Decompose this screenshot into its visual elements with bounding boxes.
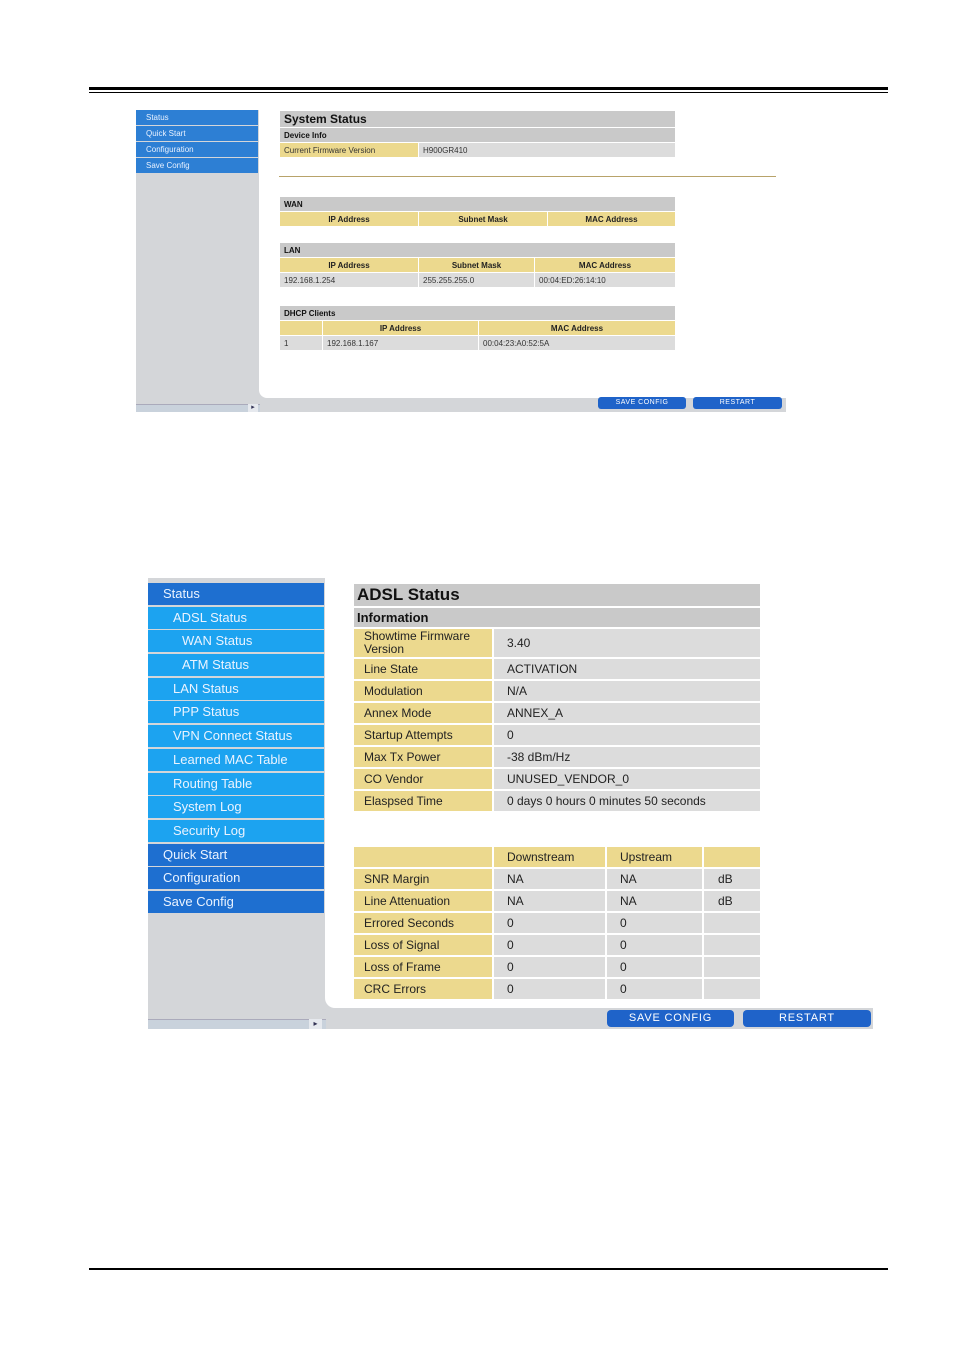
stats-upstream: 0 xyxy=(607,979,702,999)
footer-rule xyxy=(89,1268,888,1270)
info-row xyxy=(354,747,760,767)
stats-label: Errored Seconds xyxy=(354,913,492,933)
header-rule xyxy=(89,87,888,90)
info-row xyxy=(354,769,760,789)
stats-row xyxy=(354,913,760,933)
info-label: Startup Attempts xyxy=(354,725,492,745)
column-header xyxy=(704,847,760,867)
section-header: DHCP Clients xyxy=(280,306,675,320)
nav-item-adsl-status[interactable]: ADSL Status xyxy=(148,607,324,629)
info-value: 0 days 0 hours 0 minutes 50 seconds xyxy=(494,791,760,811)
stats-unit: dB xyxy=(704,869,760,889)
column-header: IP Address xyxy=(323,321,478,335)
table-cell: 255.255.255.0 xyxy=(419,273,534,287)
stats-downstream: 0 xyxy=(494,913,605,933)
stats-downstream: 0 xyxy=(494,935,605,955)
dhcp-clients-table xyxy=(279,305,676,351)
adsl-status-screenshot xyxy=(148,578,873,1029)
lan-table xyxy=(279,242,676,288)
section-header: Information xyxy=(354,608,760,627)
info-value: N/A xyxy=(494,681,760,701)
column-header xyxy=(280,321,322,335)
nav-item-configuration[interactable]: Configuration xyxy=(148,867,324,889)
info-row xyxy=(354,629,760,657)
stats-downstream: 0 xyxy=(494,979,605,999)
info-value: 3.40 xyxy=(494,629,760,657)
info-row xyxy=(354,791,760,811)
stats-unit: dB xyxy=(704,891,760,911)
column-header: MAC Address xyxy=(479,321,675,335)
nav-item-wan-status[interactable]: WAN Status xyxy=(148,630,324,652)
stats-row xyxy=(354,869,760,889)
stats-downstream: 0 xyxy=(494,957,605,977)
header-rule-thin xyxy=(89,92,888,93)
save-config-button[interactable]: SAVE CONFIG xyxy=(598,397,686,409)
nav-item-configuration[interactable]: Configuration xyxy=(136,142,258,157)
nav-item-routing-table[interactable]: Routing Table xyxy=(148,773,324,795)
info-label: Modulation xyxy=(354,681,492,701)
column-header: MAC Address xyxy=(535,258,675,272)
info-label: Showtime Firmware Version xyxy=(354,629,492,657)
info-row xyxy=(354,659,760,679)
column-header: IP Address xyxy=(280,258,418,272)
stats-upstream: 0 xyxy=(607,913,702,933)
main-content xyxy=(325,578,873,1008)
stats-upstream: NA xyxy=(607,891,702,911)
stats-downstream: NA xyxy=(494,891,605,911)
info-label: Annex Mode xyxy=(354,703,492,723)
info-label: Elaspsed Time xyxy=(354,791,492,811)
stats-upstream: 0 xyxy=(607,957,702,977)
info-value: ANNEX_A xyxy=(494,703,760,723)
info-row xyxy=(354,725,760,745)
info-value: -38 dBm/Hz xyxy=(494,747,760,767)
page-title: ADSL Status xyxy=(354,584,760,606)
section-header: Device Info xyxy=(280,128,675,142)
table-row xyxy=(280,336,675,350)
restart-button[interactable]: RESTART xyxy=(743,1010,871,1027)
nav-item-save-config[interactable]: Save Config xyxy=(148,891,324,913)
stats-label: SNR Margin xyxy=(354,869,492,889)
info-label: CO Vendor xyxy=(354,769,492,789)
column-header: MAC Address xyxy=(548,212,675,226)
restart-button[interactable]: RESTART xyxy=(693,397,782,409)
info-value: ACTIVATION xyxy=(494,659,760,679)
nav-item-security-log[interactable]: Security Log xyxy=(148,820,324,842)
sidebar-nav xyxy=(136,110,258,174)
nav-item-quick-start[interactable]: Quick Start xyxy=(148,844,324,866)
info-row xyxy=(354,681,760,701)
nav-item-learned-mac-table[interactable]: Learned MAC Table xyxy=(148,749,324,771)
stats-row xyxy=(354,891,760,911)
wan-table xyxy=(279,196,676,227)
main-content xyxy=(259,110,786,398)
info-row xyxy=(354,703,760,723)
nav-item-quick-start[interactable]: Quick Start xyxy=(136,126,258,141)
stats-row xyxy=(354,979,760,999)
column-header: Downstream xyxy=(494,847,605,867)
table-cell: 192.168.1.254 xyxy=(280,273,418,287)
nav-item-vpn-connect-status[interactable]: VPN Connect Status xyxy=(148,725,324,747)
stats-label: Line Attenuation xyxy=(354,891,492,911)
info-value: 0 xyxy=(494,725,760,745)
stats-unit xyxy=(704,957,760,977)
adsl-info-table xyxy=(352,582,762,813)
page-title: System Status xyxy=(280,111,675,127)
system-status-screenshot xyxy=(136,110,786,412)
horizontal-scrollbar[interactable] xyxy=(148,1019,326,1029)
horizontal-scrollbar[interactable] xyxy=(136,404,260,412)
nav-item-save-config[interactable]: Save Config xyxy=(136,158,258,173)
save-config-button[interactable]: SAVE CONFIG xyxy=(607,1010,734,1027)
column-header: Subnet Mask xyxy=(419,258,534,272)
column-header: Subnet Mask xyxy=(419,212,547,226)
stats-label: Loss of Frame xyxy=(354,957,492,977)
device-info-table xyxy=(279,110,676,158)
firmware-label: Current Firmware Version xyxy=(280,143,418,157)
column-header: Upstream xyxy=(607,847,702,867)
scroll-right-arrow-icon[interactable]: ▸ xyxy=(309,1019,322,1029)
stats-label: Loss of Signal xyxy=(354,935,492,955)
stats-row xyxy=(354,957,760,977)
scroll-right-arrow-icon[interactable]: ▸ xyxy=(248,404,258,412)
stats-unit xyxy=(704,935,760,955)
table-cell: 00:04:23:A0:52:5A xyxy=(479,336,675,350)
nav-item-status[interactable]: Status xyxy=(136,110,258,125)
table-cell: 00:04:ED:26:14:10 xyxy=(535,273,675,287)
adsl-stats-table xyxy=(352,845,762,1001)
stats-downstream: NA xyxy=(494,869,605,889)
nav-item-lan-status[interactable]: LAN Status xyxy=(148,678,324,700)
firmware-value: H900GR410 xyxy=(419,143,675,157)
table-cell: 192.168.1.167 xyxy=(323,336,478,350)
nav-item-atm-status[interactable]: ATM Status xyxy=(148,654,324,676)
divider xyxy=(279,176,776,177)
section-header: WAN xyxy=(280,197,675,211)
nav-item-ppp-status[interactable]: PPP Status xyxy=(148,701,324,723)
stats-unit xyxy=(704,913,760,933)
stats-unit xyxy=(704,979,760,999)
info-label: Line State xyxy=(354,659,492,679)
stats-label: CRC Errors xyxy=(354,979,492,999)
section-header: LAN xyxy=(280,243,675,257)
nav-item-status[interactable]: Status xyxy=(148,583,324,605)
nav-item-system-log[interactable]: System Log xyxy=(148,796,324,818)
info-value: UNUSED_VENDOR_0 xyxy=(494,769,760,789)
column-header xyxy=(354,847,492,867)
column-header: IP Address xyxy=(280,212,418,226)
stats-upstream: NA xyxy=(607,869,702,889)
table-cell: 1 xyxy=(280,336,322,350)
info-label: Max Tx Power xyxy=(354,747,492,767)
sidebar-nav xyxy=(148,583,324,915)
stats-upstream: 0 xyxy=(607,935,702,955)
table-row xyxy=(280,273,675,287)
stats-row xyxy=(354,935,760,955)
